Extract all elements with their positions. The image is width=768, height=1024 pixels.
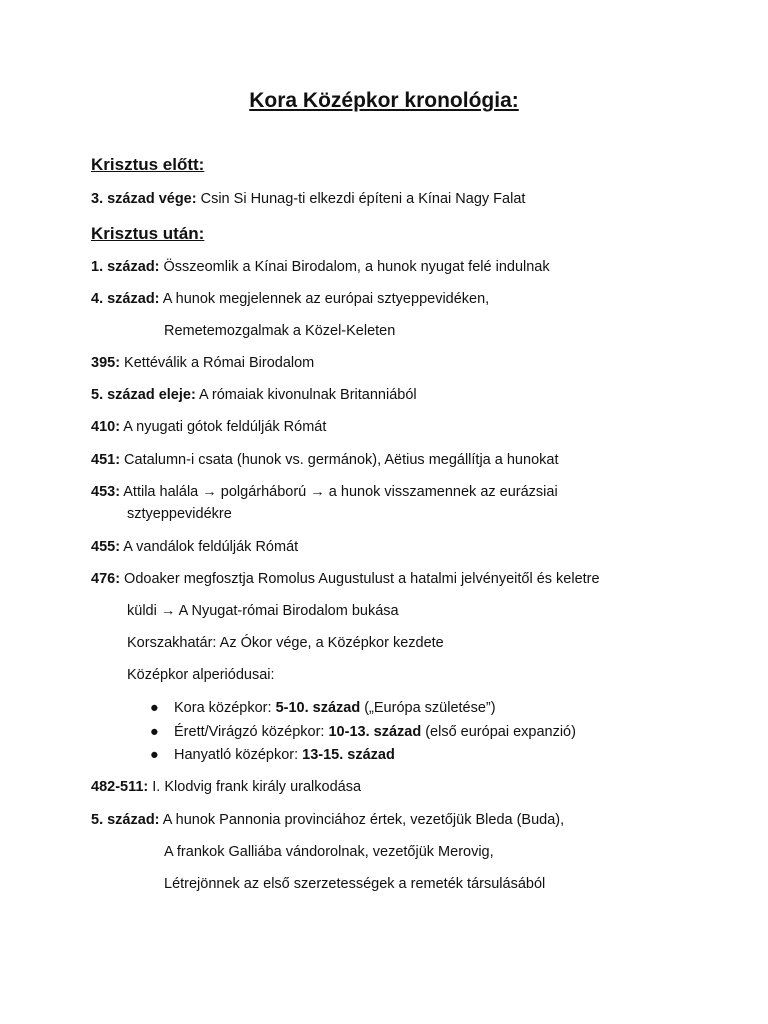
entry-text: A hunok Pannonia provinciához értek, vezetőjük Bleda (Buda), <box>159 812 565 828</box>
bullet-prefix: Érett/Virágzó középkor: <box>174 724 329 740</box>
bullet-bold: 13-15. század <box>302 747 395 763</box>
entry-1st-century <box>91 258 550 276</box>
entry-453-continuation: sztyeppevidékre <box>127 506 232 522</box>
entry-label: 395: <box>91 355 121 371</box>
entry-4th-century <box>91 290 489 308</box>
entry-text: A nyugati gótok feldúlják Rómát <box>120 419 327 435</box>
list-item <box>150 746 395 764</box>
entry-5th-century-continuation-1: A frankok Galliába vándorolnak, vezetőjük Merovig, <box>164 844 494 860</box>
entry-label: 1. század: <box>91 259 160 275</box>
bullet-icon: ● <box>150 747 159 763</box>
entry-label: 476: <box>91 571 121 587</box>
entry-5th-century-start <box>91 386 417 404</box>
entry-3rd-century-end <box>91 190 525 208</box>
entry-482-511 <box>91 778 361 796</box>
entry-label: 453: <box>91 484 121 500</box>
bullet-bold: 5-10. század <box>275 700 361 716</box>
entry-label: 410: <box>91 419 121 435</box>
entry-label: 4. század: <box>91 291 160 307</box>
entry-text: Catalumn-i csata (hunok vs. germánok), Aëtius megállítja a hunokat <box>120 452 559 468</box>
entry-label: 5. század: <box>91 812 160 828</box>
entry-451 <box>91 451 558 469</box>
subperiods-heading: Középkor alperiódusai: <box>127 667 275 683</box>
period-boundary: Korszakhatár: Az Ókor vége, a Középkor kezdete <box>127 635 444 651</box>
entry-text: A rómaiak kivonulnak Britanniából <box>195 387 417 403</box>
section-heading-after-christ: Krisztus után: <box>91 224 205 243</box>
entry-label: 3. század vége: <box>91 191 197 207</box>
page-title: Kora Középkor kronológia: <box>249 89 519 112</box>
entry-label: 482-511: <box>91 779 149 795</box>
entry-text: I. Klodvig frank király uralkodása <box>148 779 362 795</box>
list-item <box>150 699 496 717</box>
entry-label: 5. század eleje: <box>91 387 196 403</box>
entry-476 <box>91 570 600 588</box>
bullet-suffix: („Európa születése”) <box>360 700 496 716</box>
entry-text: Attila halála → polgárháború → a hunok visszamennek az eurázsiai <box>120 484 558 500</box>
entry-5th-century-continuation-2: Létrejönnek az első szerzetességek a remeték társulásából <box>164 876 546 892</box>
entry-476-continuation: küldi → A Nyugat-római Birodalom bukása <box>127 603 399 619</box>
entry-label: 455: <box>91 539 121 555</box>
bullet-icon: ● <box>150 700 159 716</box>
entry-410 <box>91 418 326 436</box>
bullet-prefix: Hanyatló középkor: <box>174 747 303 763</box>
section-heading-before-christ: Krisztus előtt: <box>91 155 205 174</box>
bullet-bold: 10-13. század <box>328 724 422 740</box>
entry-5th-century <box>91 811 564 829</box>
bullet-icon: ● <box>150 724 159 740</box>
bullet-suffix: (első európai expanzió) <box>421 724 576 740</box>
entry-4th-century-continuation: Remetemozgalmak a Közel-Keleten <box>164 323 396 339</box>
list-item <box>150 723 576 741</box>
entry-text: Odoaker megfosztja Romolus Augustulust a hatalmi jelvényeitől és keletre <box>120 571 600 587</box>
entry-text: Összeomlik a Kínai Birodalom, a hunok nyugat felé indulnak <box>159 259 550 275</box>
entry-text: A vandálok feldúlják Rómát <box>120 539 299 555</box>
bullet-prefix: Kora középkor: <box>174 700 276 716</box>
entry-text: A hunok megjelennek az európai sztyeppevidéken, <box>159 291 490 307</box>
entry-395 <box>91 354 314 372</box>
entry-453 <box>91 483 558 501</box>
entry-455 <box>91 538 298 556</box>
entry-text: Kettéválik a Római Birodalom <box>120 355 315 371</box>
entry-text: Csin Si Hunag-ti elkezdi építeni a Kínai Nagy Falat <box>196 191 526 207</box>
entry-label: 451: <box>91 452 121 468</box>
